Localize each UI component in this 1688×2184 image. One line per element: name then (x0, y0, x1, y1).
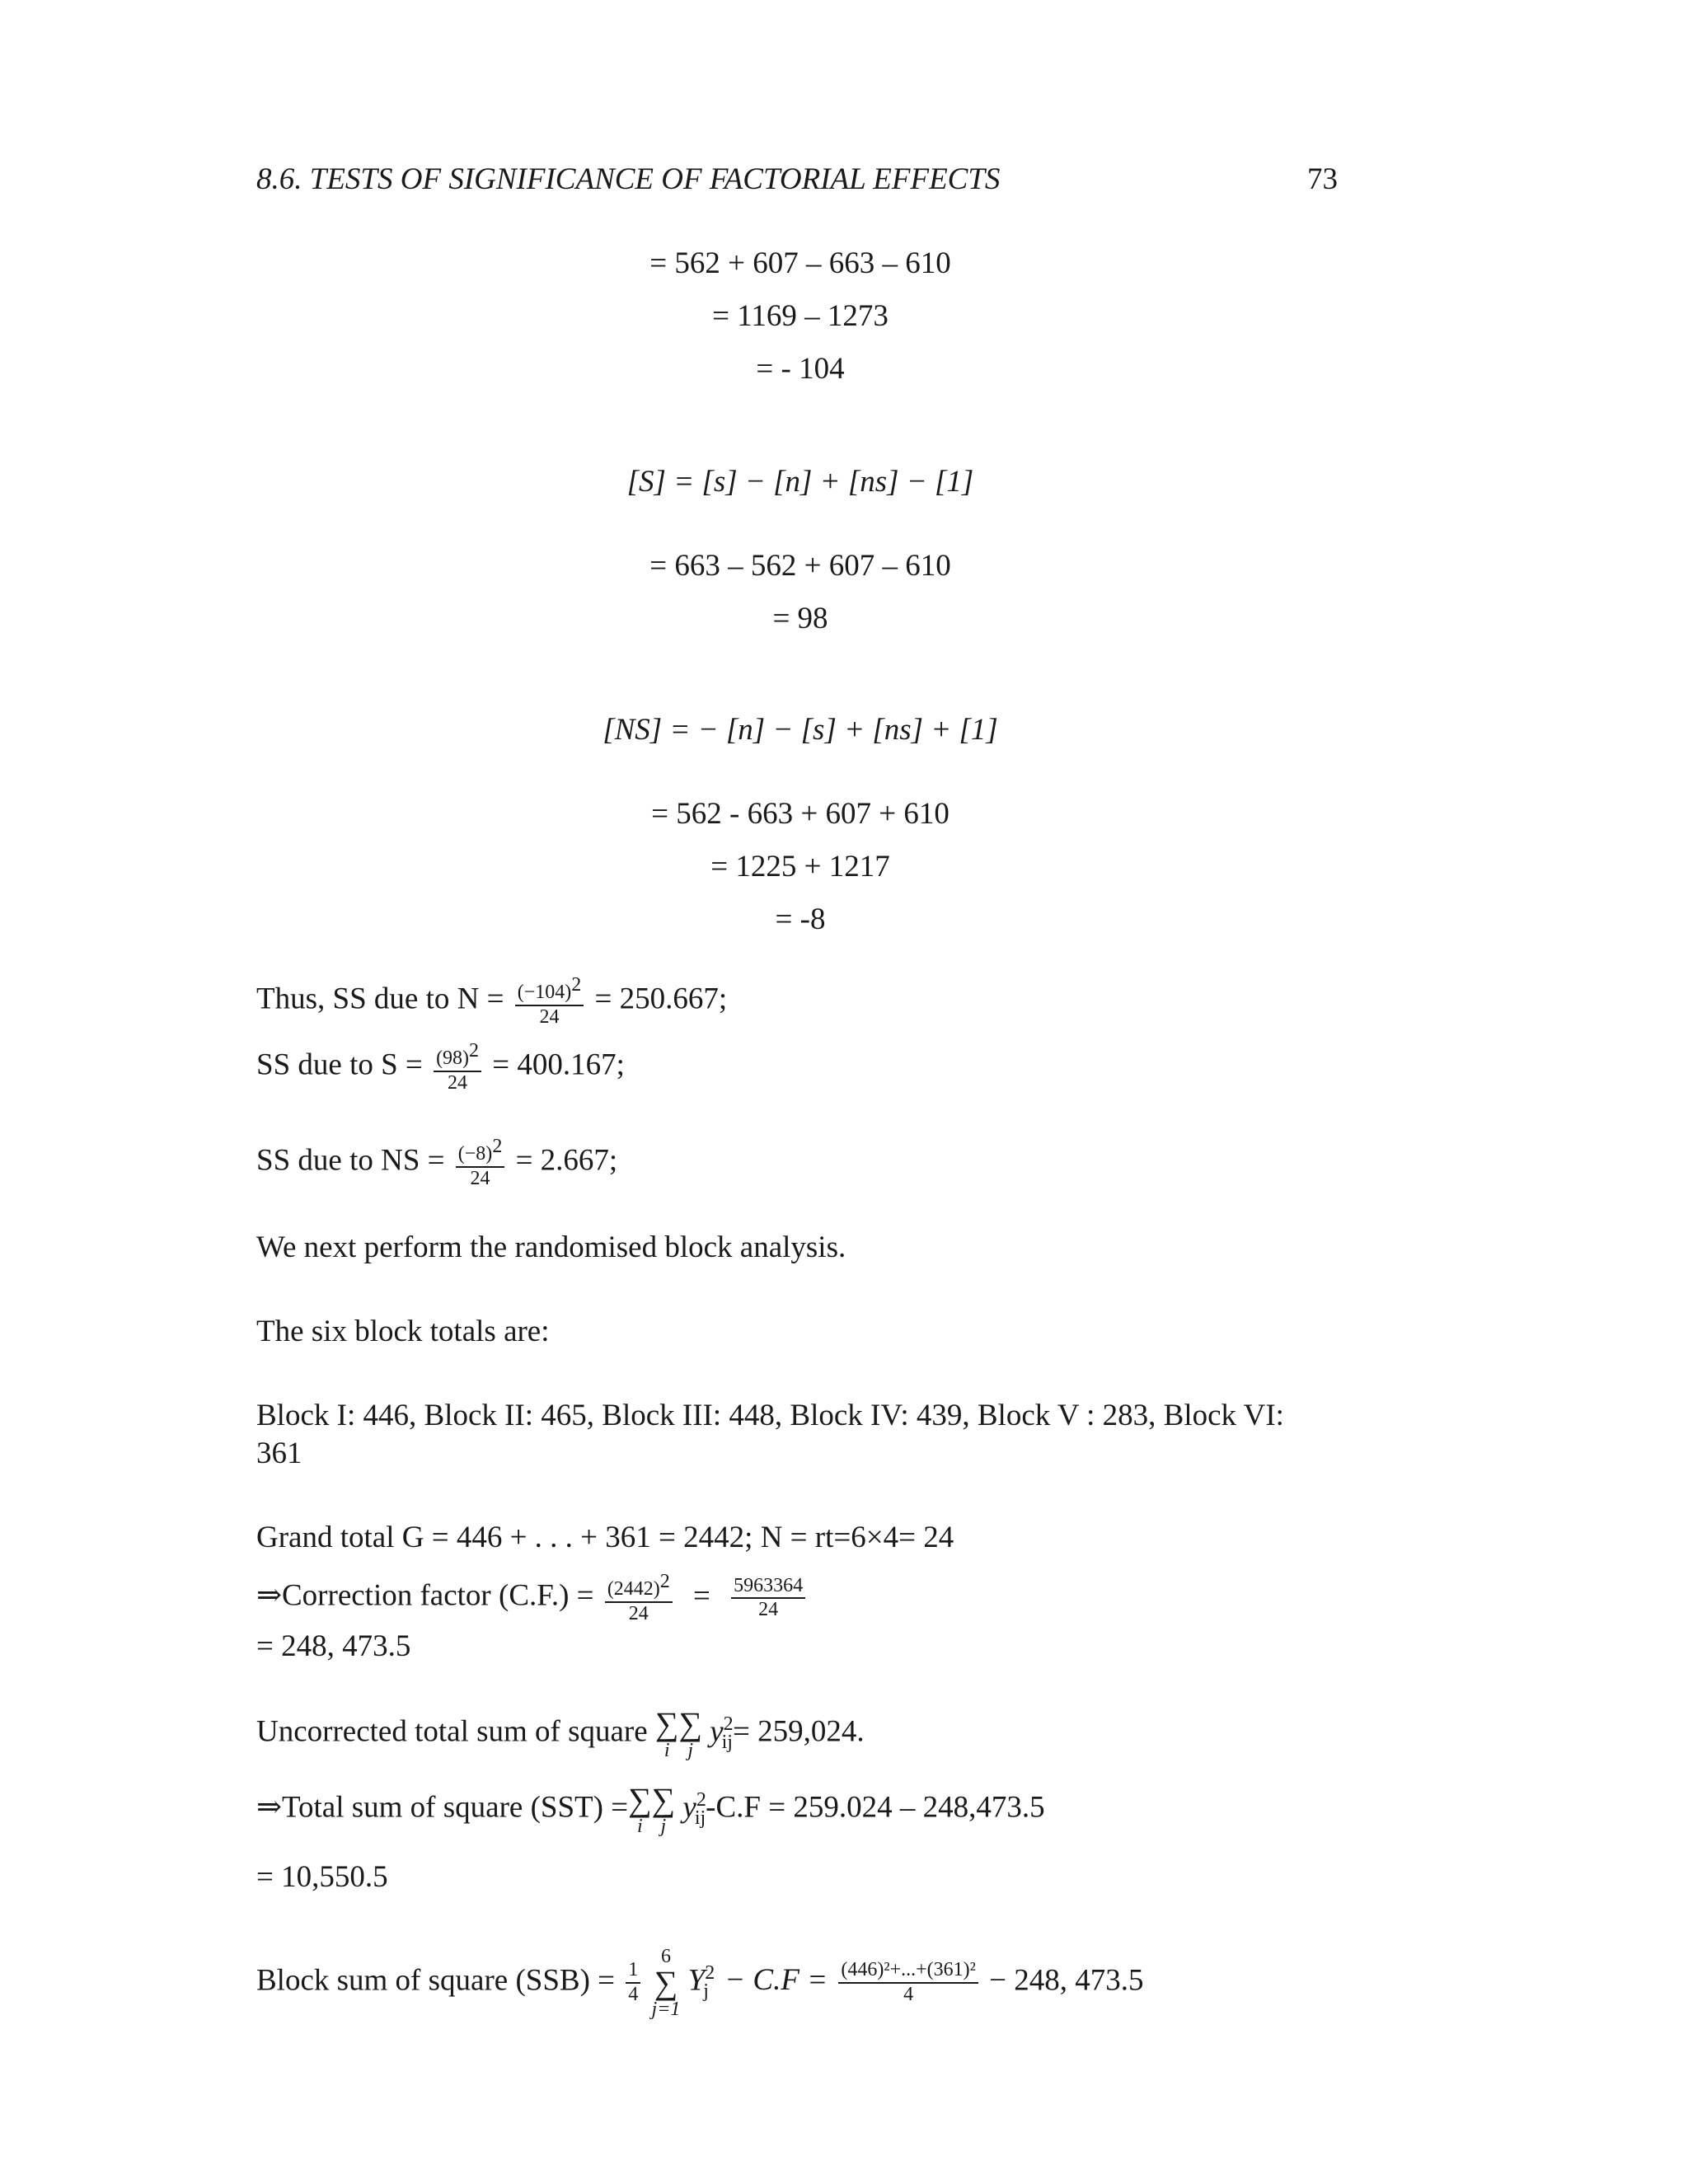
uncorrected-y-sup: 2 (723, 1713, 734, 1736)
cf-den2: 24 (758, 1599, 779, 1621)
ssb-Y: Y (687, 1963, 706, 1998)
ns-effect-definition: [NS] = − [n] − [s] + [ns] + [1] (603, 713, 998, 747)
n-effect-line-1: = 562 + 607 – 663 – 610 (649, 246, 951, 280)
ns-effect-line-3: = -8 (775, 902, 826, 936)
uncorrected-suffix: = 259,024. (732, 1714, 865, 1749)
sst-sum-over-j: ∑ j (651, 1781, 676, 1837)
ss-ns-equation (256, 1136, 617, 1190)
ss-s-num: (98) (436, 1047, 470, 1069)
sst-y-sup: 2 (696, 1789, 706, 1811)
ssb-den: 4 (903, 1984, 914, 2005)
ssb-block-fraction (838, 1959, 978, 2006)
ss-s-equation (256, 1040, 625, 1094)
ss-s-den: 24 (448, 1071, 468, 1094)
cf-prefix: ⇒Correction factor (C.F.) = (256, 1578, 594, 1613)
ss-ns-num: (−8) (457, 1143, 493, 1165)
cf-num2: 5963364 (731, 1575, 805, 1600)
sst-prefix: ⇒Total sum of square (SST) = (256, 1790, 629, 1825)
block-totals-line-2: 361 (256, 1436, 302, 1470)
n-effect-line-3: = - 104 (756, 352, 845, 386)
ss-n-prefix: Thus, SS due to N = (256, 982, 504, 1016)
sst-y: y (682, 1790, 696, 1825)
cf-fraction-1 (605, 1571, 673, 1625)
ss-n-num: (−104) (517, 982, 572, 1003)
cf-fraction-2 (731, 1575, 805, 1622)
ss-n-equation (256, 974, 727, 1029)
ss-n-fraction (515, 974, 584, 1029)
s-effect-line-1: = 663 – 562 + 607 – 610 (649, 549, 951, 583)
running-header: 8.6. TESTS OF SIGNIFICANCE OF FACTORIAL EFFECTS (256, 162, 1001, 196)
cf-num: (2442) (607, 1578, 660, 1600)
uncorrected-prefix: Uncorrected total sum of square (256, 1714, 648, 1749)
ss-n-den: 24 (539, 1005, 560, 1028)
ss-ns-prefix: SS due to NS = (256, 1143, 445, 1178)
ssb-frac-num: 1 (626, 1959, 640, 1984)
ss-ns-exp: 2 (492, 1136, 503, 1157)
uncorrected-sum-equation (256, 1705, 865, 1761)
ns-effect-line-1: = 562 - 663 + 607 + 610 (651, 797, 950, 831)
sst-y-sub: ij (694, 1807, 706, 1829)
cf-result: = 248, 473.5 (256, 1629, 411, 1663)
para-six-block-totals: The six block totals are: (256, 1315, 550, 1348)
sum-over-j: ∑ j (678, 1705, 702, 1761)
ssb-sum: 6 ∑ j=1 (651, 1946, 681, 2020)
sst-equation (256, 1783, 1045, 1836)
block-totals-line-1: Block I: 446, Block II: 465, Block III: 448, Block IV: 439, Block V : 283, Block VI: (256, 1399, 1284, 1432)
ssb-frac-den: 4 (628, 1984, 639, 2005)
ssb-prefix: Block sum of square (SSB) = (256, 1963, 616, 1998)
sst-result: = 10,550.5 (256, 1860, 388, 1894)
ss-n-exp: 2 (571, 974, 582, 996)
ssb-Y-sup: 2 (705, 1962, 715, 1985)
s-effect-line-2: = 98 (772, 602, 828, 635)
ssb-quarter-fraction (626, 1959, 640, 2006)
cf-exp: 2 (659, 1571, 670, 1592)
ss-s-result: = 400.167; (492, 1047, 625, 1082)
sst-sum-over-i: ∑ i (628, 1781, 652, 1837)
uncorrected-y-sub: ij (721, 1731, 733, 1753)
ns-effect-line-2: = 1225 + 1217 (710, 850, 890, 883)
ss-s-exp: 2 (469, 1040, 480, 1062)
s-effect-definition: [S] = [s] − [n] + [ns] − [1] (626, 465, 974, 499)
ss-s-fraction (434, 1040, 481, 1094)
ssb-suffix: − 248, 473.5 (989, 1963, 1144, 1998)
ssb-num: (446)²+...+(361)² (838, 1959, 978, 1984)
ssb-minus-cf: − C.F = (724, 1963, 828, 1998)
grand-total-line: Grand total G = 446 + . . . + 361 = 2442; N = rt=6×4= 24 (256, 1521, 954, 1554)
ss-ns-den: 24 (470, 1167, 490, 1189)
ss-ns-result: = 2.667; (515, 1143, 618, 1178)
uncorrected-y: y (710, 1714, 724, 1749)
correction-factor-equation (256, 1571, 809, 1625)
sum-over-i: ∑ i (654, 1705, 679, 1761)
page-number: 73 (1307, 162, 1338, 196)
ssb-Y-sub: j (703, 1980, 709, 2002)
cf-equals: = (693, 1578, 710, 1613)
sst-suffix: -C.F = 259.024 – 248,473.5 (706, 1790, 1045, 1825)
para-randomised-block: We next perform the randomised block analysis. (256, 1230, 846, 1264)
cf-den: 24 (628, 1602, 649, 1624)
ss-n-result: = 250.667; (594, 982, 728, 1016)
n-effect-line-2: = 1169 – 1273 (712, 299, 889, 333)
ss-s-prefix: SS due to S = (256, 1047, 423, 1082)
ssb-equation (256, 1947, 1143, 2019)
ss-ns-fraction (456, 1136, 505, 1190)
